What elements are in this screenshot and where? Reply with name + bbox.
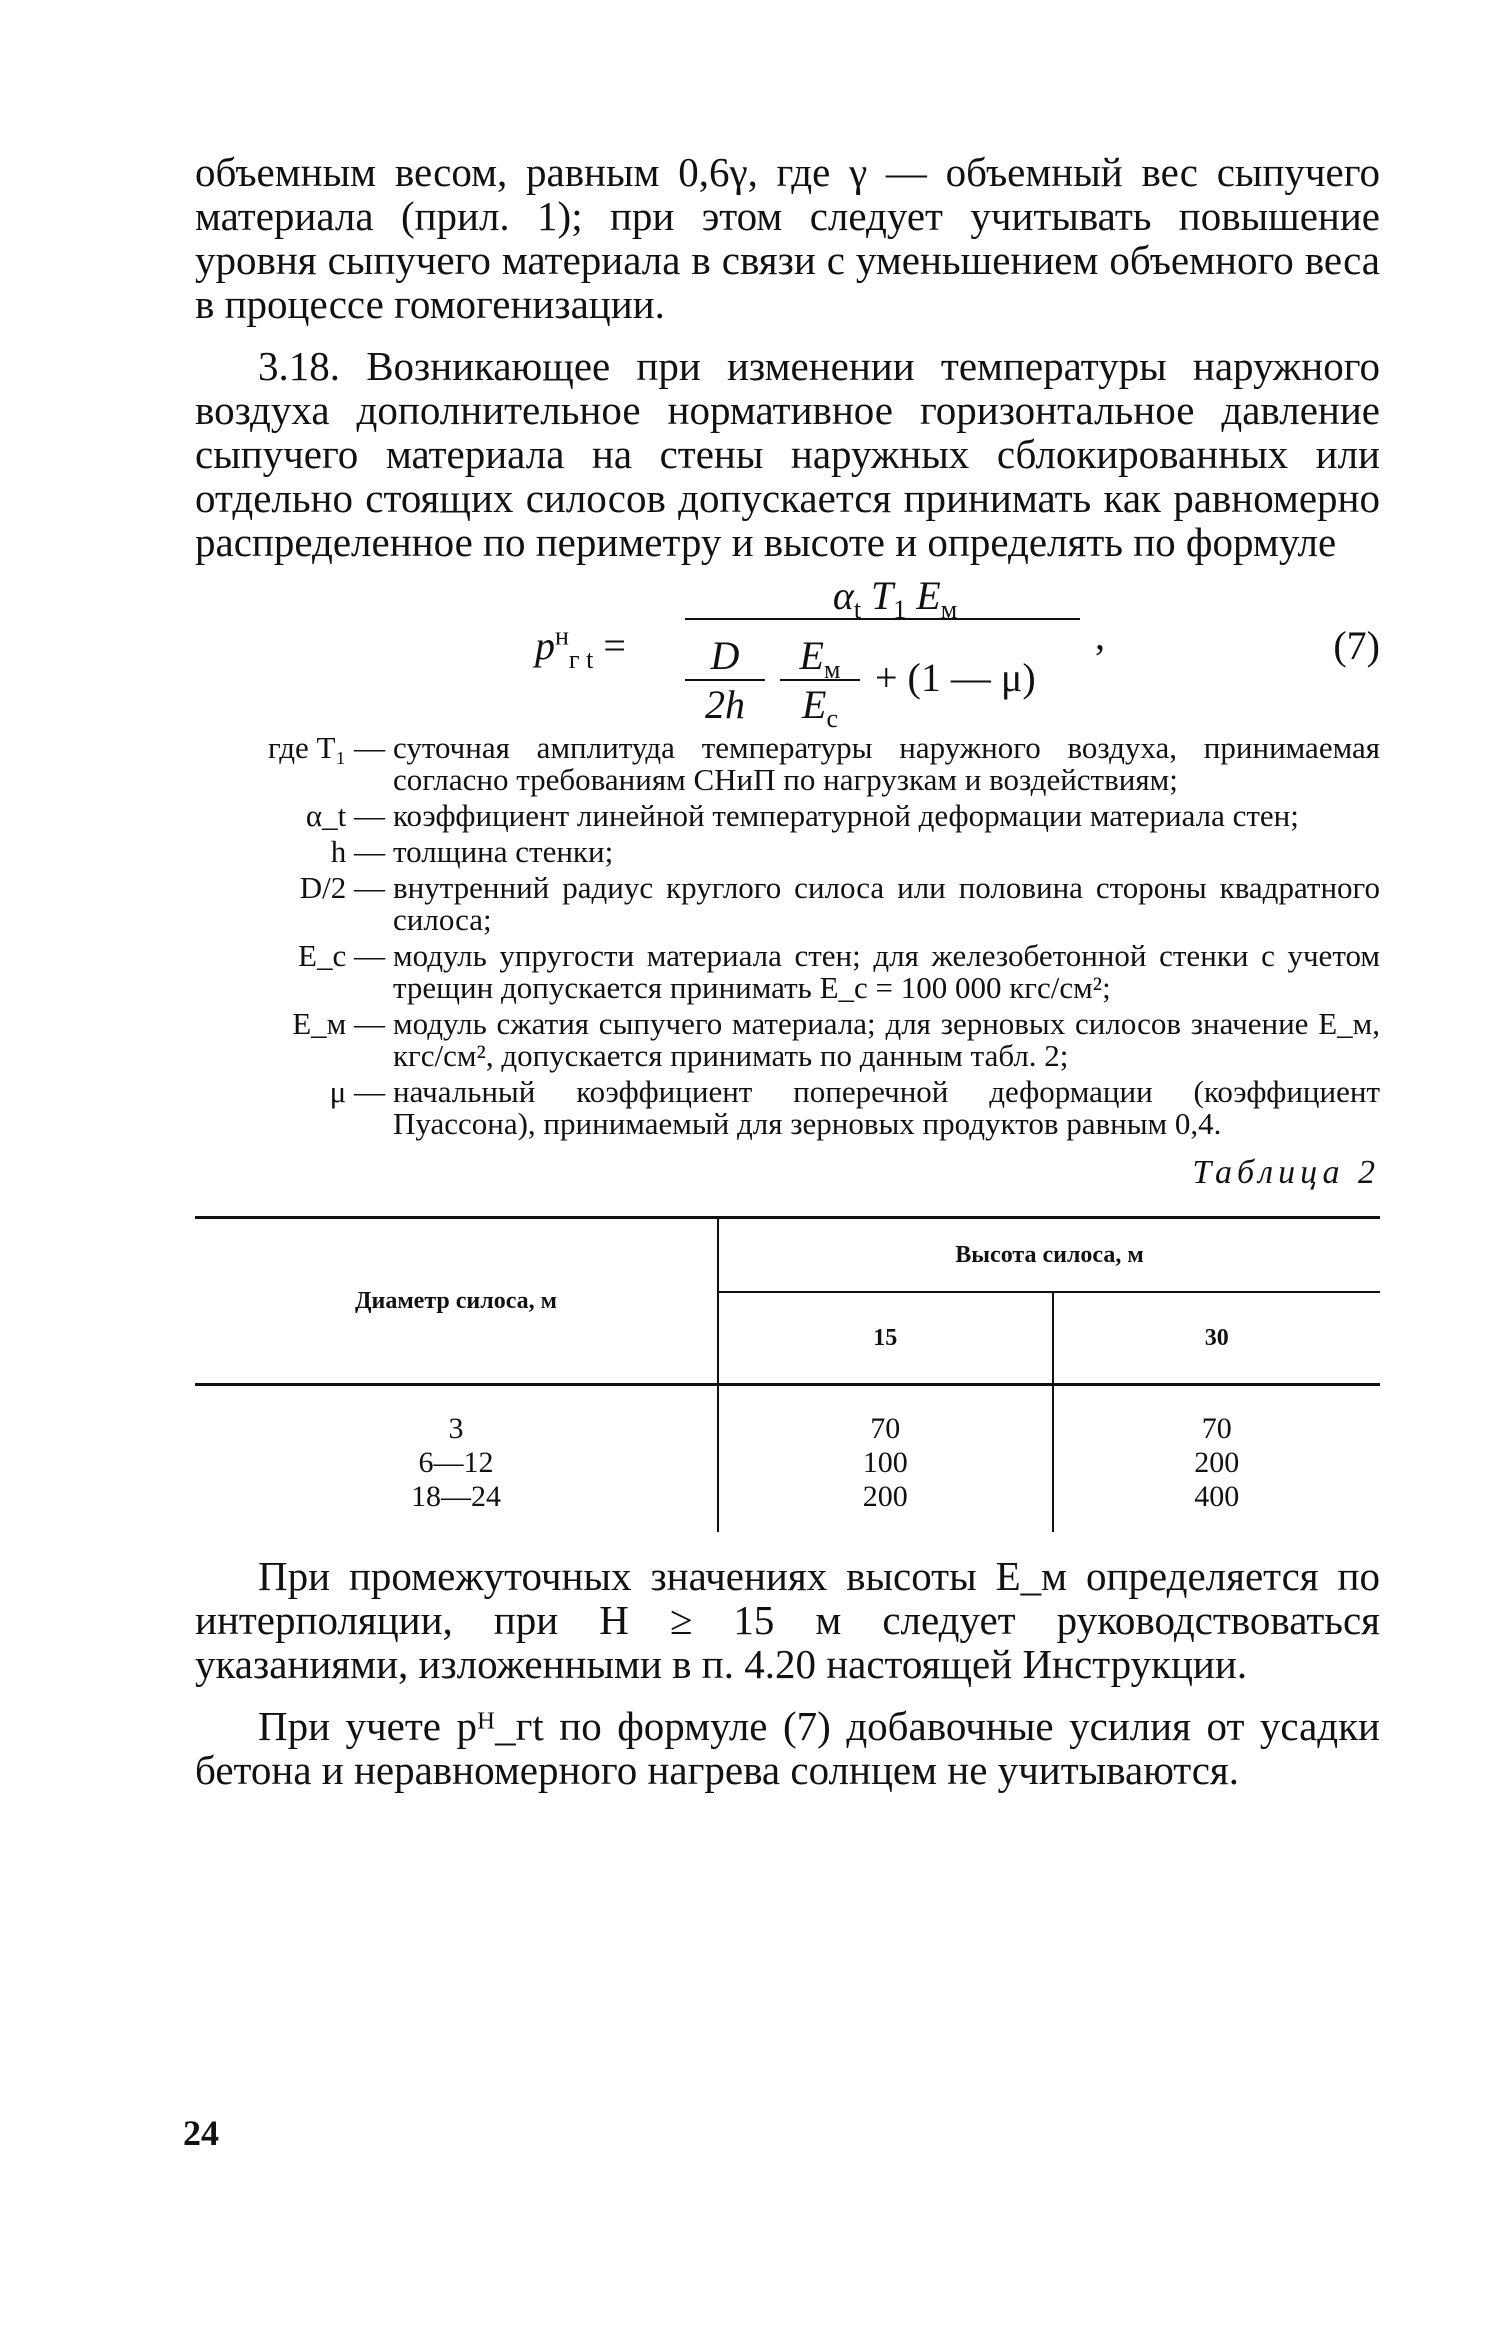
- definition-item: [195, 1076, 1380, 1140]
- header-diameter: Диаметр силоса, м: [195, 1218, 718, 1385]
- formula-fraction-bar: [685, 618, 1080, 620]
- definition-item: [195, 800, 1380, 832]
- formula-number: (7): [1333, 623, 1380, 668]
- header-height: Высота силоса, м: [718, 1218, 1380, 1293]
- definition-symbol: E_м —: [292, 1006, 385, 1041]
- definition-text: внутренний радиус круглого силоса или половина стороны квадратного силоса;: [393, 870, 1380, 937]
- page-number: 24: [183, 2113, 219, 2153]
- header-height-30: 30: [1204, 1324, 1229, 1351]
- formula-lhs: $p^н_{г t}$ =: [535, 621, 626, 674]
- definition-item: [195, 940, 1380, 1004]
- definition-text: модуль сжатия сыпучего материала; для зерновых силосов значение E_м, кгс/см², допускается принимать по данным табл. 2;: [393, 1006, 1380, 1073]
- definition-item: [195, 732, 1380, 796]
- paragraph-continuation: объемным весом, равным 0,6γ, где γ — объемный вес сыпучего материала (прил. 1); при этом следует учитывать повышение уровня сыпучего материала в связи с уменьшением объемного веса в процессе гомогенизации.: [195, 149, 1380, 327]
- formula-7: [195, 572, 1380, 733]
- definition-text: толщина стенки;: [393, 834, 614, 869]
- page-content: [195, 150, 1380, 1792]
- paragraph-3-18: 3.18. Возникающее при изменении температуры наружного воздуха дополнительное нормативное горизонтальное давление сыпучего материала на стены наружных сблокированных или отдельно стоящих силосов допускается принимать как равномерно распределенное по периметру и высоте и определять по формуле: [195, 343, 1380, 565]
- definition-text: модуль упругости материала стен; для железобетонной стенки с учетом трещин допускается принимать E_с = 100 000 кгс/см²;: [393, 938, 1380, 1005]
- fraction-d-over-2h: D 2h: [685, 632, 765, 728]
- definition-item: [195, 872, 1380, 936]
- definition-symbol: μ —: [329, 1074, 385, 1109]
- definition-symbol: h —: [330, 834, 385, 869]
- paragraph-note: При учете pᴴ_гt по формуле (7) добавочные усилия от усадки бетона и неравномерного нагрева солнцем не учитываются.: [195, 1703, 1380, 1793]
- formula-denominator: [685, 626, 1080, 733]
- definition-symbol: α_t —: [305, 798, 385, 833]
- fraction-em-over-ec: $E_м$ $E_с$: [780, 632, 860, 728]
- silo-table: [195, 1216, 1380, 1532]
- definition-symbol: E_с —: [298, 938, 385, 973]
- definition-item: [195, 1008, 1380, 1072]
- paragraph-interpolation: При промежуточных значениях высоты E_м определяется по интерполяции, при H ≥ 15 м следует руководствоваться указаниями, изложенными в п. 4.20 настоящей Инструкции.: [195, 1553, 1380, 1687]
- table-caption: Таблица 2: [1192, 1154, 1380, 1191]
- formula-numerator: $\alpha_t$ $T_1$ $E_м$: [832, 573, 958, 624]
- definition-symbol: D/2 —: [299, 870, 385, 905]
- table-cell: 70 200 400: [1194, 1412, 1240, 1513]
- definition-symbol: где T₁ —: [268, 730, 385, 765]
- definition-text: суточная амплитуда температуры наружного воздуха, принимаемая согласно требованиям СНиП по нагрузкам и воздействиям;: [393, 730, 1380, 797]
- header-height-15: 15: [718, 1292, 1053, 1385]
- table-cell: 70 100 200: [718, 1385, 1053, 1533]
- definition-item: [195, 836, 1380, 868]
- definitions-list: [195, 732, 1380, 1140]
- table-body-row: [195, 1385, 1380, 1533]
- definition-text: начальный коэффициент поперечной деформации (коэффициент Пуассона), принимаемый для зерновых продуктов равным 0,4.: [393, 1074, 1380, 1141]
- definition-text: коэффициент линейной температурной деформации материала стен;: [393, 798, 1299, 833]
- table-cell: 3 6—12 18—24: [195, 1385, 718, 1533]
- formula-denominator-tail: + (1 — μ): [875, 655, 1036, 700]
- formula-comma: ,: [1095, 613, 1105, 658]
